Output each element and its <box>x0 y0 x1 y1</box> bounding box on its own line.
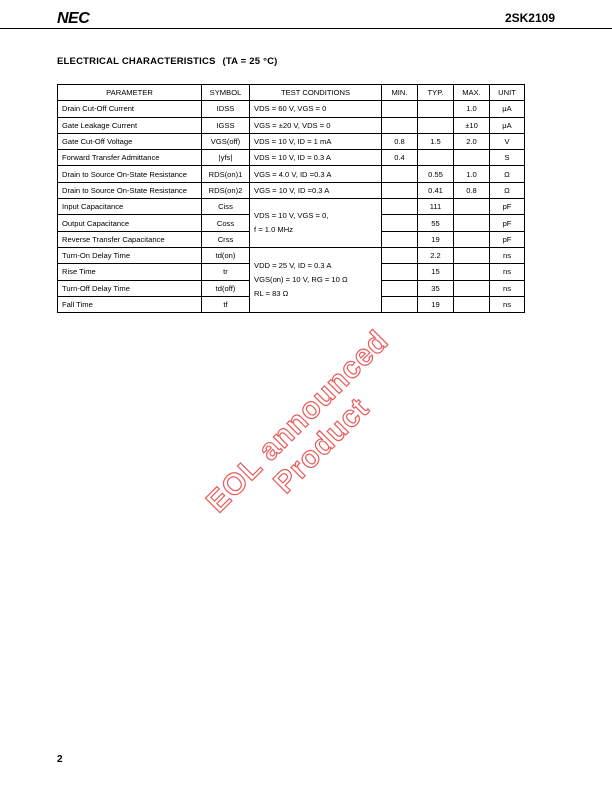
max-cell <box>454 264 490 280</box>
condition-cell: VDS = 10 V, ID = 1 mA <box>250 133 382 149</box>
typ-cell <box>418 150 454 166</box>
section-title-text: ELECTRICAL CHARACTERISTICS <box>57 56 216 67</box>
symbol-cell: |yfs| <box>202 150 250 166</box>
min-cell <box>382 280 418 296</box>
col-header: TEST CONDITIONS <box>250 85 382 101</box>
unit-cell: pF <box>490 199 525 215</box>
max-cell <box>454 247 490 263</box>
typ-cell: 19 <box>418 296 454 312</box>
condition-cell: VDS = 10 V, ID = 0.3 A <box>250 150 382 166</box>
capacitance-condition-cell <box>250 199 382 248</box>
max-cell: 1.0 <box>454 101 490 117</box>
max-cell <box>454 280 490 296</box>
unit-cell: pF <box>490 215 525 231</box>
symbol-cell: td(on) <box>202 247 250 263</box>
min-cell <box>382 247 418 263</box>
symbol-cell: tr <box>202 264 250 280</box>
condition-cell: VGS = 4.0 V, ID =0.3 A <box>250 166 382 182</box>
eol-watermark: EOL announced Product <box>200 324 396 520</box>
symbol-cell: Crss <box>202 231 250 247</box>
unit-cell: μA <box>490 117 525 133</box>
param-cell: Fall Time <box>58 296 202 312</box>
param-cell: Gate Cut-Off Voltage <box>58 133 202 149</box>
param-cell: Turn-On Delay Time <box>58 247 202 263</box>
min-cell <box>382 182 418 198</box>
max-cell <box>454 215 490 231</box>
section-title <box>57 56 278 67</box>
unit-cell: S <box>490 150 525 166</box>
param-cell: Reverse Transfer Capacitance <box>58 231 202 247</box>
symbol-cell: tf <box>202 296 250 312</box>
typ-cell: 19 <box>418 231 454 247</box>
min-cell: 0.8 <box>382 133 418 149</box>
min-cell <box>382 264 418 280</box>
typ-cell: 55 <box>418 215 454 231</box>
table-row <box>58 133 525 149</box>
param-cell: Drain to Source On-State Resistance <box>58 182 202 198</box>
min-cell <box>382 117 418 133</box>
part-number: 2SK2109 <box>504 11 555 25</box>
table-row <box>58 117 525 133</box>
max-cell: 1.0 <box>454 166 490 182</box>
condition-cell: VDS = 60 V, VGS = 0 <box>250 101 382 117</box>
min-cell <box>382 296 418 312</box>
param-cell: Drain Cut-Off Current <box>58 101 202 117</box>
typ-cell: 0.55 <box>418 166 454 182</box>
min-cell <box>382 101 418 117</box>
condition-line: VDD = 25 V, ID = 0.3 A <box>254 261 332 271</box>
max-cell <box>454 231 490 247</box>
col-header: MAX. <box>454 85 490 101</box>
table-row <box>58 199 525 215</box>
col-header: SYMBOL <box>202 85 250 101</box>
param-cell: Rise Time <box>58 264 202 280</box>
min-cell: 0.4 <box>382 150 418 166</box>
typ-cell: 2.2 <box>418 247 454 263</box>
typ-cell: 111 <box>418 199 454 215</box>
electrical-characteristics-table <box>57 84 525 313</box>
max-cell <box>454 296 490 312</box>
unit-cell: ns <box>490 247 525 263</box>
unit-cell: ns <box>490 264 525 280</box>
symbol-cell: VGS(off) <box>202 133 250 149</box>
param-cell: Forward Transfer Admittance <box>58 150 202 166</box>
condition-line: VDS = 10 V, VGS = 0, <box>254 211 329 221</box>
typ-cell: 35 <box>418 280 454 296</box>
min-cell <box>382 215 418 231</box>
typ-cell <box>418 117 454 133</box>
unit-cell: Ω <box>490 166 525 182</box>
section-condition: (TA = 25 °C) <box>222 56 278 67</box>
col-header: TYP. <box>418 85 454 101</box>
param-cell: Gate Leakage Current <box>58 117 202 133</box>
symbol-cell: td(off) <box>202 280 250 296</box>
col-header: MIN. <box>382 85 418 101</box>
typ-cell <box>418 101 454 117</box>
symbol-cell: Ciss <box>202 199 250 215</box>
table-row <box>58 101 525 117</box>
col-header: PARAMETER <box>58 85 202 101</box>
table-row <box>58 247 525 263</box>
unit-cell: ns <box>490 280 525 296</box>
page-number: 2 <box>57 754 63 765</box>
max-cell: 0.8 <box>454 182 490 198</box>
table-header-row <box>58 85 525 101</box>
symbol-cell: IDSS <box>202 101 250 117</box>
min-cell <box>382 231 418 247</box>
param-cell: Input Capacitance <box>58 199 202 215</box>
condition-line: VGS(on) = 10 V, RG = 10 Ω <box>254 275 348 285</box>
col-header: UNIT <box>490 85 525 101</box>
table-row <box>58 182 525 198</box>
param-cell: Drain to Source On-State Resistance <box>58 166 202 182</box>
switching-condition-cell <box>250 247 382 312</box>
max-cell: ±10 <box>454 117 490 133</box>
min-cell <box>382 199 418 215</box>
typ-cell: 15 <box>418 264 454 280</box>
unit-cell: V <box>490 133 525 149</box>
nec-logo: NEC <box>57 10 90 27</box>
unit-cell: μA <box>490 101 525 117</box>
table-row <box>58 150 525 166</box>
symbol-cell: IGSS <box>202 117 250 133</box>
unit-cell: ns <box>490 296 525 312</box>
condition-cell: VGS = 10 V, ID =0.3 A <box>250 182 382 198</box>
param-cell: Output Capacitance <box>58 215 202 231</box>
condition-cell: VGS = ±20 V, VDS = 0 <box>250 117 382 133</box>
typ-cell: 0.41 <box>418 182 454 198</box>
symbol-cell: RDS(on)2 <box>202 182 250 198</box>
table-row <box>58 166 525 182</box>
max-cell <box>454 150 490 166</box>
symbol-cell: Coss <box>202 215 250 231</box>
min-cell <box>382 166 418 182</box>
condition-line: f = 1.0 MHz <box>254 225 294 235</box>
typ-cell: 1.5 <box>418 133 454 149</box>
condition-line: RL = 83 Ω <box>254 289 289 299</box>
symbol-cell: RDS(on)1 <box>202 166 250 182</box>
param-cell: Turn-Off Delay Time <box>58 280 202 296</box>
unit-cell: pF <box>490 231 525 247</box>
max-cell <box>454 199 490 215</box>
unit-cell: Ω <box>490 182 525 198</box>
header-divider <box>0 28 612 29</box>
max-cell: 2.0 <box>454 133 490 149</box>
